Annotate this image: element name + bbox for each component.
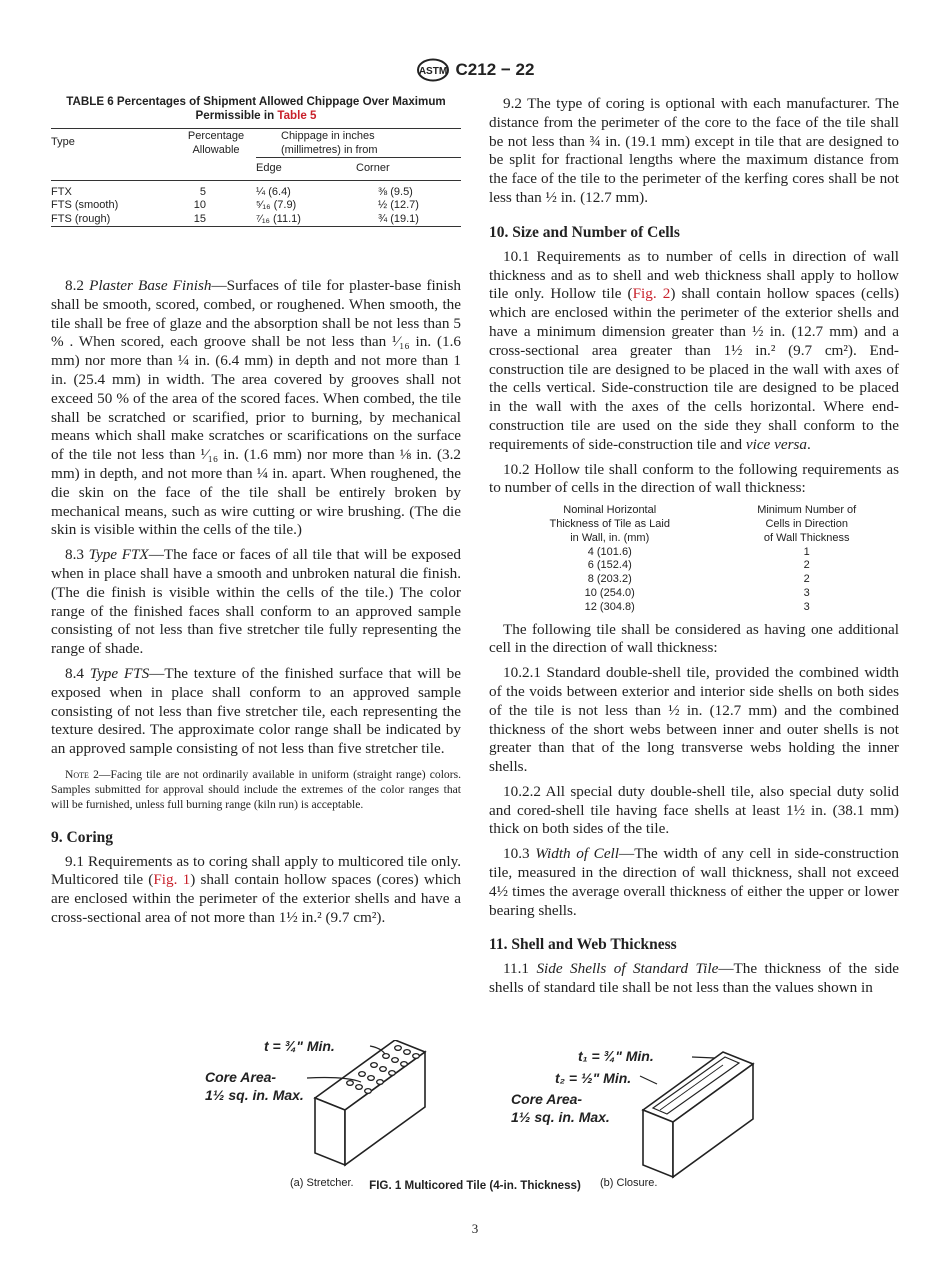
section-10-heading: 10. Size and Number of Cells [489, 223, 680, 241]
table-row: FTS (rough) 15 ⁷⁄₁₆ (11.1) ¾ (19.1) [51, 213, 461, 227]
table-row: FTS (smooth) 10 ⁵⁄₁₆ (7.9) ½ (12.7) [51, 199, 419, 211]
fig-b-core-label-1: Core Area- [511, 1091, 583, 1107]
table-row: 6 (152.4) 2 [587, 559, 810, 572]
table-6-caption: TABLE 6 Percentages of Shipment Allowed Chippage Over Maximum Permissible in Table 5 [66, 95, 446, 122]
fig-a-thickness-label: t = ¾" Min. [264, 1040, 335, 1054]
fig-a-caption: (a) Stretcher. [290, 1177, 354, 1189]
fig-a-core-label-2: 1½ sq. in. Max. [205, 1087, 304, 1103]
fig-2-link[interactable]: Fig. 2 [632, 285, 671, 303]
figure-1 [195, 1040, 755, 1200]
right-column [489, 95, 899, 1004]
fig-b-t2-label: t₂ = ½" Min. [555, 1070, 632, 1086]
fig-b-caption: (b) Closure. [600, 1177, 658, 1189]
section-8-4: 8.4 Type FTS—The texture of the finished surface that will be exposed when in place shall conform to an approved sample consisting of not less than five stretcher tile, each representing the texture desired. The approximate color range shall be indicated by an approved sample consisting of not less than five stretcher tile. [51, 664, 461, 758]
section-11-heading: 11. Shell and Web Thickness [489, 936, 677, 954]
table-row: 10 (254.0) 3 [584, 586, 810, 599]
note-2: Note 2—Facing tile are not ordinarily available in uniform (straight range) colors. Samples submitted for approval should include the extremes of the color ranges that will be furnished, unless full burning range (kiln run) is acceptable. [51, 767, 461, 812]
fig-1-link[interactable]: Fig. 1 [153, 871, 191, 889]
section-10-2-after: The following tile shall be considered as having one additional cell in the direction of wall thickness: [489, 620, 899, 657]
section-10-2-1: 10.2.1 Standard double-shell tile, provided the combined width of the voids between exterior and interior side shells on both sides of the tile is not less than ½ in. (12.7 mm) and the combined thickness of the short webs between inner and outer shells is not greater than that of the long transverse webs holding the inner shells. [489, 664, 899, 776]
col-type-header: Type [51, 136, 75, 148]
closure-front-face [643, 1110, 673, 1177]
table-6 [51, 128, 461, 227]
section-8-3: 8.3 Type FTX—The face or faces of all tile that will be exposed when in place shall have a smooth and unbroken natural die finish. (The die finish is visible within the cells of the tile.) The color range of the finished faces shall conform to an approved sample consisting of not less than five stretcher tile fully representing the range of shade. [51, 546, 462, 658]
fig-a-core-label-1: Core Area- [205, 1069, 277, 1085]
logo-text: ASTM [418, 66, 447, 77]
cells-col2-header: Minimum Number of Cells in Direction of Wall Thickness [757, 504, 857, 544]
table-5-link[interactable]: Table 5 [277, 109, 317, 122]
fig-b-t1-label: t₁ = ¾" Min. [578, 1048, 654, 1064]
section-10-2: 10.2 Hollow tile shall conform to the following requirements as to number of cells in the direction of wall thickness: [489, 460, 899, 497]
page-number: 3 [471, 1221, 479, 1236]
standard-code: C212 − 22 [455, 60, 535, 79]
stretcher-front-face [315, 1098, 345, 1165]
section-11-1: 11.1 Side Shells of Standard Tile—The thickness of the side shells of standard tile shall be not less than the values shown in [489, 960, 900, 997]
figure-1-caption: FIG. 1 Multicored Tile (4-in. Thickness) [369, 1179, 581, 1192]
table-row: 4 (101.6) 1 [587, 545, 810, 558]
fig-b-core-label-2: 1½ sq. in. Max. [511, 1109, 610, 1125]
section-9-1: 9.1 Requirements as to coring shall apply to multicored tile only. Multicored tile (Fig. 1) shall contain hollow spaces (cores) which are enclosed within the perimeter of the exterior shells and have a cross-sectional area of not more than 1½ in.² (9.7 cm²). [51, 852, 461, 926]
section-9-heading: 9. Coring [51, 828, 113, 846]
section-10-1: 10.1 Requirements as to number of cells in direction of wall thickness and as to shell and web thickness shall apply to hollow tile only. Hollow tile (Fig. 2) shall contain hollow spaces (cells) which are enclosed within the perimeter of the exterior shells and have a minimum dimension greater than ½ in. (12.7 mm) and a cross-sectional area greater than 1½ in.² (9.7 cm²). End-construction tile are designed to be placed in the wall with axes of the cells vertical. Side-construction tile are designed to be placed in the wall with the axes of the cells horizontal. Where end-construction tile are used on the side they shall conform to the requirements of side-construction tile and vice versa. [489, 247, 900, 453]
col-corner-header: Corner [356, 158, 461, 181]
section-9-2: 9.2 The type of coring is optional with each manufacturer. The distance from the perimeter of the core to the face of the tile shall be not less than ¾ in. (19.1 mm) except in tile that are designed to be split for fractional lengths where the maximum distance from the face of the tile to the perimeter of the kerfing cores shall be not less than ½ in. (12.7 mm). [489, 95, 899, 206]
cells-col1-header: Nominal Horizontal Thickness of Tile as Laid in Wall, in. (mm) [549, 504, 670, 544]
table-row: FTX 5 ¼ (6.4) ⅜ (9.5) [51, 180, 461, 199]
table-row: 12 (304.8) 3 [584, 600, 810, 613]
col-chip-header: Chippage in inches (millimetres) in from [281, 130, 378, 156]
table-row: 8 (203.2) 2 [587, 573, 810, 586]
astm-logo-icon [416, 58, 450, 82]
cells-table [505, 504, 899, 614]
col-pct-header: Percentage Allowable [187, 130, 245, 156]
section-10-2-2: 10.2.2 All special duty double-shell tile, also special duty solid and cored-shell tile having face shells at least 1½ in. (38.1 mm) thick on both sides of the tile. [489, 782, 899, 838]
section-8-2: 8.2 Plaster Base Finish—Surfaces of tile for plaster-base finish shall be smooth, scored, combed, or roughened. When smooth, the tile shall be free of glaze and the absorption shall be not less than 5 % . When scored, each groove shall be not less than ¹⁄₁₆ in. (1.6 mm) nor more than ¼ in. (6.4 mm) in depth and not more than 1 in. (25.4 mm) in width. The area covered by grooves shall not exceed 50 % of the area of the scored faces. When combed, the tile shall be scratched or scarified, prior to burning, by mechanical means which shall make scratches or scarifications on the surface of the tile not less than ¹⁄₁₆ in. (1.6 mm) nor more than ⅛ in. (3.2 mm) in depth, and not more than ¼ in. apart. When roughened, the die skin on the face of the tile shall be entirely broken by mechanical means, such as wire cutting or wire brushing. (The die skin is visible within the cells of the tile.) [51, 277, 461, 539]
page-header [0, 57, 950, 83]
col-edge-header: Edge [256, 158, 356, 181]
left-column [51, 95, 461, 934]
section-10-3: 10.3 Width of Cell—The width of any cell in side-construction tile, measured in the direction of wall thickness, shall not exceed 4½ times the average overall thickness of either the upper or lower bearing shells. [489, 845, 899, 919]
